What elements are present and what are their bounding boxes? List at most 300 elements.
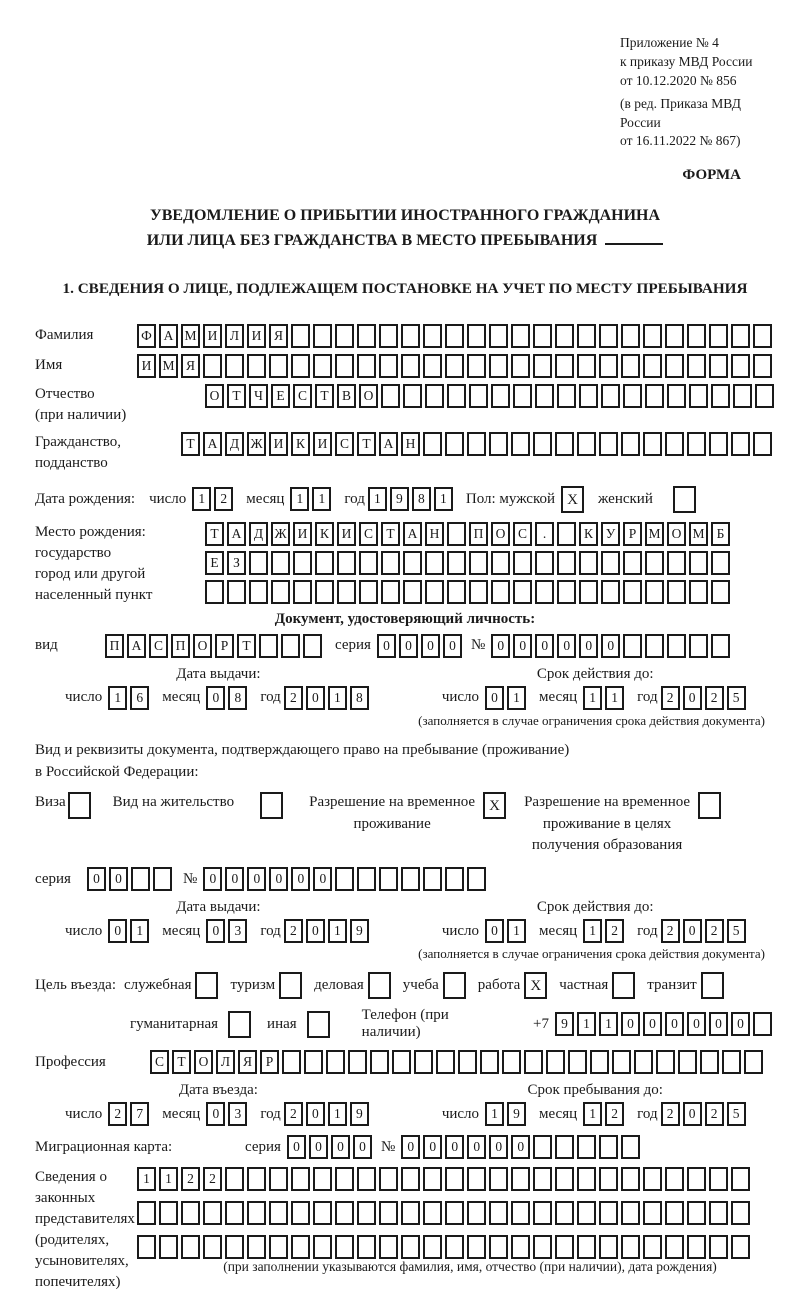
char-cell[interactable] [667, 580, 686, 604]
char-cell[interactable]: Е [271, 384, 290, 408]
char-cell[interactable] [447, 384, 466, 408]
char-cell[interactable] [259, 634, 278, 658]
char-cell[interactable] [205, 580, 224, 604]
char-cell[interactable]: Т [172, 1050, 191, 1074]
char-cell[interactable]: 1 [605, 686, 624, 710]
char-cell[interactable] [623, 384, 642, 408]
char-cell[interactable]: 0 [377, 634, 396, 658]
char-cell[interactable]: 0 [683, 1102, 702, 1126]
char-cell[interactable]: 1 [583, 919, 602, 943]
char-cell[interactable] [379, 1167, 398, 1191]
char-cell[interactable] [599, 354, 618, 378]
char-cell[interactable]: 0 [87, 867, 106, 891]
char-cell[interactable]: А [227, 522, 246, 546]
char-cell[interactable]: И [269, 432, 288, 456]
char-cell[interactable] [467, 432, 486, 456]
char-cell[interactable] [467, 324, 486, 348]
char-cell[interactable] [689, 384, 708, 408]
char-cell[interactable]: 2 [605, 1102, 624, 1126]
char-cell[interactable]: 0 [331, 1135, 350, 1159]
char-cell[interactable] [401, 867, 420, 891]
char-cell[interactable] [159, 1201, 178, 1225]
char-cell[interactable] [357, 1235, 376, 1259]
char-cell[interactable] [709, 1167, 728, 1191]
char-cell[interactable]: Ж [247, 432, 266, 456]
char-cell[interactable] [577, 1135, 596, 1159]
char-cell[interactable] [313, 1167, 332, 1191]
char-cell[interactable] [621, 432, 640, 456]
purpose-official-checkbox[interactable] [195, 972, 218, 999]
char-cell[interactable] [401, 354, 420, 378]
edu-permit-checkbox[interactable] [698, 792, 721, 819]
char-cell[interactable] [315, 580, 334, 604]
char-cell[interactable] [335, 1201, 354, 1225]
char-cell[interactable]: 1 [507, 686, 526, 710]
char-cell[interactable] [403, 384, 422, 408]
char-cell[interactable]: Т [315, 384, 334, 408]
char-cell[interactable] [621, 1135, 640, 1159]
char-cell[interactable]: 8 [412, 487, 431, 511]
char-cell[interactable]: 2 [214, 487, 233, 511]
char-cell[interactable]: 0 [579, 634, 598, 658]
char-cell[interactable] [689, 551, 708, 575]
char-cell[interactable]: 0 [206, 919, 225, 943]
char-cell[interactable] [225, 1167, 244, 1191]
char-cell[interactable]: М [689, 522, 708, 546]
char-cell[interactable]: Ф [137, 324, 156, 348]
char-cell[interactable] [568, 1050, 587, 1074]
char-cell[interactable] [665, 1201, 684, 1225]
char-cell[interactable]: Я [181, 354, 200, 378]
char-cell[interactable]: 0 [535, 634, 554, 658]
char-cell[interactable] [599, 324, 618, 348]
char-cell[interactable] [282, 1050, 301, 1074]
char-cell[interactable]: А [159, 324, 178, 348]
char-cell[interactable] [711, 551, 730, 575]
char-cell[interactable]: 1 [434, 487, 453, 511]
purpose-other-checkbox[interactable] [307, 1011, 330, 1038]
char-cell[interactable] [137, 1201, 156, 1225]
char-cell[interactable]: 1 [159, 1167, 178, 1191]
char-cell[interactable] [337, 580, 356, 604]
char-cell[interactable]: 1 [328, 1102, 347, 1126]
char-cell[interactable] [643, 1201, 662, 1225]
char-cell[interactable] [304, 1050, 323, 1074]
char-cell[interactable]: 2 [661, 919, 680, 943]
char-cell[interactable]: Д [249, 522, 268, 546]
char-cell[interactable] [359, 580, 378, 604]
char-cell[interactable] [445, 432, 464, 456]
char-cell[interactable] [469, 580, 488, 604]
char-cell[interactable] [293, 551, 312, 575]
char-cell[interactable]: А [379, 432, 398, 456]
char-cell[interactable] [577, 432, 596, 456]
char-cell[interactable]: 9 [555, 1012, 574, 1036]
char-cell[interactable] [401, 1201, 420, 1225]
char-cell[interactable] [601, 384, 620, 408]
char-cell[interactable]: 1 [599, 1012, 618, 1036]
char-cell[interactable]: 0 [485, 919, 504, 943]
char-cell[interactable] [513, 384, 532, 408]
char-cell[interactable] [203, 1235, 222, 1259]
char-cell[interactable]: 0 [731, 1012, 750, 1036]
char-cell[interactable] [687, 354, 706, 378]
char-cell[interactable] [731, 354, 750, 378]
char-cell[interactable] [153, 867, 172, 891]
char-cell[interactable] [623, 551, 642, 575]
char-cell[interactable] [271, 580, 290, 604]
char-cell[interactable] [555, 432, 574, 456]
char-cell[interactable]: 1 [583, 1102, 602, 1126]
char-cell[interactable]: 0 [206, 686, 225, 710]
char-cell[interactable]: П [105, 634, 124, 658]
char-cell[interactable]: 1 [507, 919, 526, 943]
char-cell[interactable] [357, 324, 376, 348]
char-cell[interactable]: 2 [284, 1102, 303, 1126]
char-cell[interactable] [357, 354, 376, 378]
char-cell[interactable] [357, 1167, 376, 1191]
char-cell[interactable] [753, 324, 772, 348]
char-cell[interactable] [601, 580, 620, 604]
char-cell[interactable] [247, 1235, 266, 1259]
char-cell[interactable] [403, 580, 422, 604]
char-cell[interactable]: 0 [225, 867, 244, 891]
char-cell[interactable] [689, 580, 708, 604]
char-cell[interactable] [665, 1235, 684, 1259]
char-cell[interactable]: Р [260, 1050, 279, 1074]
char-cell[interactable] [590, 1050, 609, 1074]
char-cell[interactable] [357, 867, 376, 891]
char-cell[interactable] [709, 354, 728, 378]
char-cell[interactable] [755, 384, 774, 408]
char-cell[interactable] [225, 1235, 244, 1259]
char-cell[interactable]: 0 [206, 1102, 225, 1126]
char-cell[interactable] [335, 354, 354, 378]
char-cell[interactable]: О [194, 1050, 213, 1074]
char-cell[interactable]: И [203, 324, 222, 348]
char-cell[interactable] [621, 1235, 640, 1259]
char-cell[interactable] [269, 354, 288, 378]
char-cell[interactable] [533, 1235, 552, 1259]
char-cell[interactable]: 5 [727, 919, 746, 943]
char-cell[interactable]: Б [711, 522, 730, 546]
char-cell[interactable] [645, 580, 664, 604]
char-cell[interactable] [579, 580, 598, 604]
char-cell[interactable]: 0 [709, 1012, 728, 1036]
char-cell[interactable] [643, 354, 662, 378]
sex-male-checkbox[interactable]: X [561, 486, 584, 513]
char-cell[interactable] [599, 1235, 618, 1259]
char-cell[interactable] [291, 1235, 310, 1259]
char-cell[interactable] [381, 551, 400, 575]
char-cell[interactable]: Н [425, 522, 444, 546]
char-cell[interactable] [513, 551, 532, 575]
char-cell[interactable] [335, 1167, 354, 1191]
char-cell[interactable]: 1 [485, 1102, 504, 1126]
char-cell[interactable] [335, 324, 354, 348]
purpose-work-checkbox[interactable]: X [524, 972, 547, 999]
char-cell[interactable] [425, 580, 444, 604]
char-cell[interactable] [381, 384, 400, 408]
char-cell[interactable]: Т [205, 522, 224, 546]
char-cell[interactable] [623, 580, 642, 604]
char-cell[interactable] [645, 384, 664, 408]
char-cell[interactable] [491, 384, 510, 408]
char-cell[interactable]: 1 [328, 919, 347, 943]
purpose-transit-checkbox[interactable] [701, 972, 724, 999]
char-cell[interactable]: 0 [489, 1135, 508, 1159]
char-cell[interactable] [381, 580, 400, 604]
char-cell[interactable]: 0 [353, 1135, 372, 1159]
char-cell[interactable] [469, 384, 488, 408]
char-cell[interactable] [656, 1050, 675, 1074]
char-cell[interactable] [203, 1201, 222, 1225]
char-cell[interactable] [445, 354, 464, 378]
char-cell[interactable] [131, 867, 150, 891]
char-cell[interactable]: С [335, 432, 354, 456]
char-cell[interactable]: Ч [249, 384, 268, 408]
char-cell[interactable] [392, 1050, 411, 1074]
char-cell[interactable]: 0 [683, 686, 702, 710]
char-cell[interactable] [599, 1135, 618, 1159]
char-cell[interactable]: И [313, 432, 332, 456]
char-cell[interactable]: 0 [421, 634, 440, 658]
char-cell[interactable]: К [291, 432, 310, 456]
char-cell[interactable] [557, 384, 576, 408]
char-cell[interactable]: 0 [108, 919, 127, 943]
char-cell[interactable] [313, 1201, 332, 1225]
char-cell[interactable] [225, 354, 244, 378]
char-cell[interactable] [423, 1235, 442, 1259]
char-cell[interactable] [137, 1235, 156, 1259]
char-cell[interactable] [269, 1201, 288, 1225]
char-cell[interactable]: Т [227, 384, 246, 408]
char-cell[interactable] [423, 432, 442, 456]
char-cell[interactable] [533, 432, 552, 456]
char-cell[interactable] [533, 1201, 552, 1225]
char-cell[interactable]: С [293, 384, 312, 408]
char-cell[interactable]: Н [401, 432, 420, 456]
char-cell[interactable]: Р [623, 522, 642, 546]
char-cell[interactable]: 2 [705, 919, 724, 943]
char-cell[interactable] [665, 354, 684, 378]
char-cell[interactable] [579, 384, 598, 408]
char-cell[interactable] [401, 324, 420, 348]
char-cell[interactable] [687, 432, 706, 456]
char-cell[interactable]: 0 [309, 1135, 328, 1159]
char-cell[interactable] [467, 1201, 486, 1225]
char-cell[interactable]: 2 [284, 919, 303, 943]
char-cell[interactable]: 0 [306, 1102, 325, 1126]
char-cell[interactable] [480, 1050, 499, 1074]
char-cell[interactable] [577, 1167, 596, 1191]
char-cell[interactable]: Т [381, 522, 400, 546]
char-cell[interactable] [313, 324, 332, 348]
purpose-tourism-checkbox[interactable] [279, 972, 302, 999]
char-cell[interactable] [643, 432, 662, 456]
purpose-study-checkbox[interactable] [443, 972, 466, 999]
char-cell[interactable] [711, 580, 730, 604]
char-cell[interactable]: Е [205, 551, 224, 575]
char-cell[interactable]: 0 [621, 1012, 640, 1036]
char-cell[interactable] [249, 580, 268, 604]
char-cell[interactable]: С [359, 522, 378, 546]
char-cell[interactable]: 0 [401, 1135, 420, 1159]
char-cell[interactable] [645, 551, 664, 575]
temp-permit-checkbox[interactable]: X [483, 792, 506, 819]
char-cell[interactable]: 2 [605, 919, 624, 943]
char-cell[interactable] [489, 324, 508, 348]
char-cell[interactable] [447, 551, 466, 575]
char-cell[interactable] [291, 324, 310, 348]
sex-female-checkbox[interactable] [673, 486, 696, 513]
char-cell[interactable]: 1 [368, 487, 387, 511]
char-cell[interactable]: 8 [350, 686, 369, 710]
char-cell[interactable] [687, 1235, 706, 1259]
char-cell[interactable] [423, 324, 442, 348]
char-cell[interactable]: 0 [643, 1012, 662, 1036]
char-cell[interactable] [489, 354, 508, 378]
char-cell[interactable] [753, 432, 772, 456]
char-cell[interactable]: 1 [108, 686, 127, 710]
char-cell[interactable] [687, 1201, 706, 1225]
char-cell[interactable] [577, 324, 596, 348]
char-cell[interactable] [447, 522, 466, 546]
char-cell[interactable] [599, 432, 618, 456]
char-cell[interactable]: К [579, 522, 598, 546]
char-cell[interactable] [711, 634, 730, 658]
char-cell[interactable]: А [127, 634, 146, 658]
char-cell[interactable] [467, 1235, 486, 1259]
char-cell[interactable] [577, 354, 596, 378]
char-cell[interactable] [731, 432, 750, 456]
char-cell[interactable] [247, 1201, 266, 1225]
char-cell[interactable] [467, 867, 486, 891]
char-cell[interactable] [458, 1050, 477, 1074]
char-cell[interactable]: 0 [247, 867, 266, 891]
char-cell[interactable] [731, 1201, 750, 1225]
char-cell[interactable] [445, 1235, 464, 1259]
char-cell[interactable]: 0 [423, 1135, 442, 1159]
char-cell[interactable] [436, 1050, 455, 1074]
char-cell[interactable]: 0 [511, 1135, 530, 1159]
char-cell[interactable]: 8 [228, 686, 247, 710]
char-cell[interactable] [291, 354, 310, 378]
char-cell[interactable] [491, 551, 510, 575]
char-cell[interactable]: 2 [661, 1102, 680, 1126]
char-cell[interactable]: 0 [683, 919, 702, 943]
char-cell[interactable] [731, 1167, 750, 1191]
char-cell[interactable] [599, 1167, 618, 1191]
char-cell[interactable] [335, 1235, 354, 1259]
char-cell[interactable]: У [601, 522, 620, 546]
char-cell[interactable]: . [535, 522, 554, 546]
char-cell[interactable] [557, 522, 576, 546]
char-cell[interactable]: 0 [203, 867, 222, 891]
char-cell[interactable]: 1 [290, 487, 309, 511]
char-cell[interactable]: 0 [399, 634, 418, 658]
char-cell[interactable] [225, 1201, 244, 1225]
char-cell[interactable]: 0 [601, 634, 620, 658]
char-cell[interactable] [502, 1050, 521, 1074]
char-cell[interactable]: 7 [130, 1102, 149, 1126]
char-cell[interactable] [337, 551, 356, 575]
char-cell[interactable] [348, 1050, 367, 1074]
char-cell[interactable] [511, 1167, 530, 1191]
char-cell[interactable]: И [247, 324, 266, 348]
char-cell[interactable]: 0 [287, 1135, 306, 1159]
char-cell[interactable] [357, 1201, 376, 1225]
purpose-business-checkbox[interactable] [368, 972, 391, 999]
char-cell[interactable] [678, 1050, 697, 1074]
char-cell[interactable] [665, 432, 684, 456]
purpose-private-checkbox[interactable] [612, 972, 635, 999]
char-cell[interactable]: 9 [507, 1102, 526, 1126]
char-cell[interactable]: Л [216, 1050, 235, 1074]
char-cell[interactable]: 3 [228, 1102, 247, 1126]
char-cell[interactable] [445, 1201, 464, 1225]
char-cell[interactable]: К [315, 522, 334, 546]
char-cell[interactable] [414, 1050, 433, 1074]
char-cell[interactable]: 0 [313, 867, 332, 891]
char-cell[interactable]: 5 [727, 1102, 746, 1126]
char-cell[interactable]: Я [269, 324, 288, 348]
char-cell[interactable]: 0 [665, 1012, 684, 1036]
char-cell[interactable] [753, 354, 772, 378]
visa-checkbox[interactable] [68, 792, 91, 819]
char-cell[interactable] [555, 1167, 574, 1191]
char-cell[interactable] [403, 551, 422, 575]
char-cell[interactable] [249, 551, 268, 575]
char-cell[interactable] [709, 432, 728, 456]
char-cell[interactable]: Т [357, 432, 376, 456]
char-cell[interactable] [555, 1235, 574, 1259]
char-cell[interactable]: С [513, 522, 532, 546]
char-cell[interactable] [645, 634, 664, 658]
char-cell[interactable]: С [149, 634, 168, 658]
char-cell[interactable] [577, 1201, 596, 1225]
char-cell[interactable] [159, 1235, 178, 1259]
char-cell[interactable]: 2 [181, 1167, 200, 1191]
char-cell[interactable] [667, 384, 686, 408]
char-cell[interactable] [621, 324, 640, 348]
char-cell[interactable] [181, 1201, 200, 1225]
char-cell[interactable]: 0 [491, 634, 510, 658]
char-cell[interactable] [281, 634, 300, 658]
char-cell[interactable]: П [171, 634, 190, 658]
char-cell[interactable]: 1 [130, 919, 149, 943]
char-cell[interactable] [511, 324, 530, 348]
char-cell[interactable]: 9 [350, 919, 369, 943]
char-cell[interactable]: С [150, 1050, 169, 1074]
purpose-humanitarian-checkbox[interactable] [228, 1011, 251, 1038]
char-cell[interactable]: 2 [705, 1102, 724, 1126]
residence-checkbox[interactable] [260, 792, 283, 819]
char-cell[interactable] [379, 354, 398, 378]
char-cell[interactable] [621, 354, 640, 378]
char-cell[interactable]: 0 [291, 867, 310, 891]
char-cell[interactable]: 3 [228, 919, 247, 943]
char-cell[interactable]: 1 [312, 487, 331, 511]
char-cell[interactable]: М [181, 324, 200, 348]
char-cell[interactable] [687, 324, 706, 348]
char-cell[interactable] [247, 1167, 266, 1191]
char-cell[interactable] [753, 1012, 772, 1036]
char-cell[interactable] [665, 1167, 684, 1191]
char-cell[interactable]: 0 [513, 634, 532, 658]
char-cell[interactable] [533, 354, 552, 378]
char-cell[interactable]: 0 [443, 634, 462, 658]
